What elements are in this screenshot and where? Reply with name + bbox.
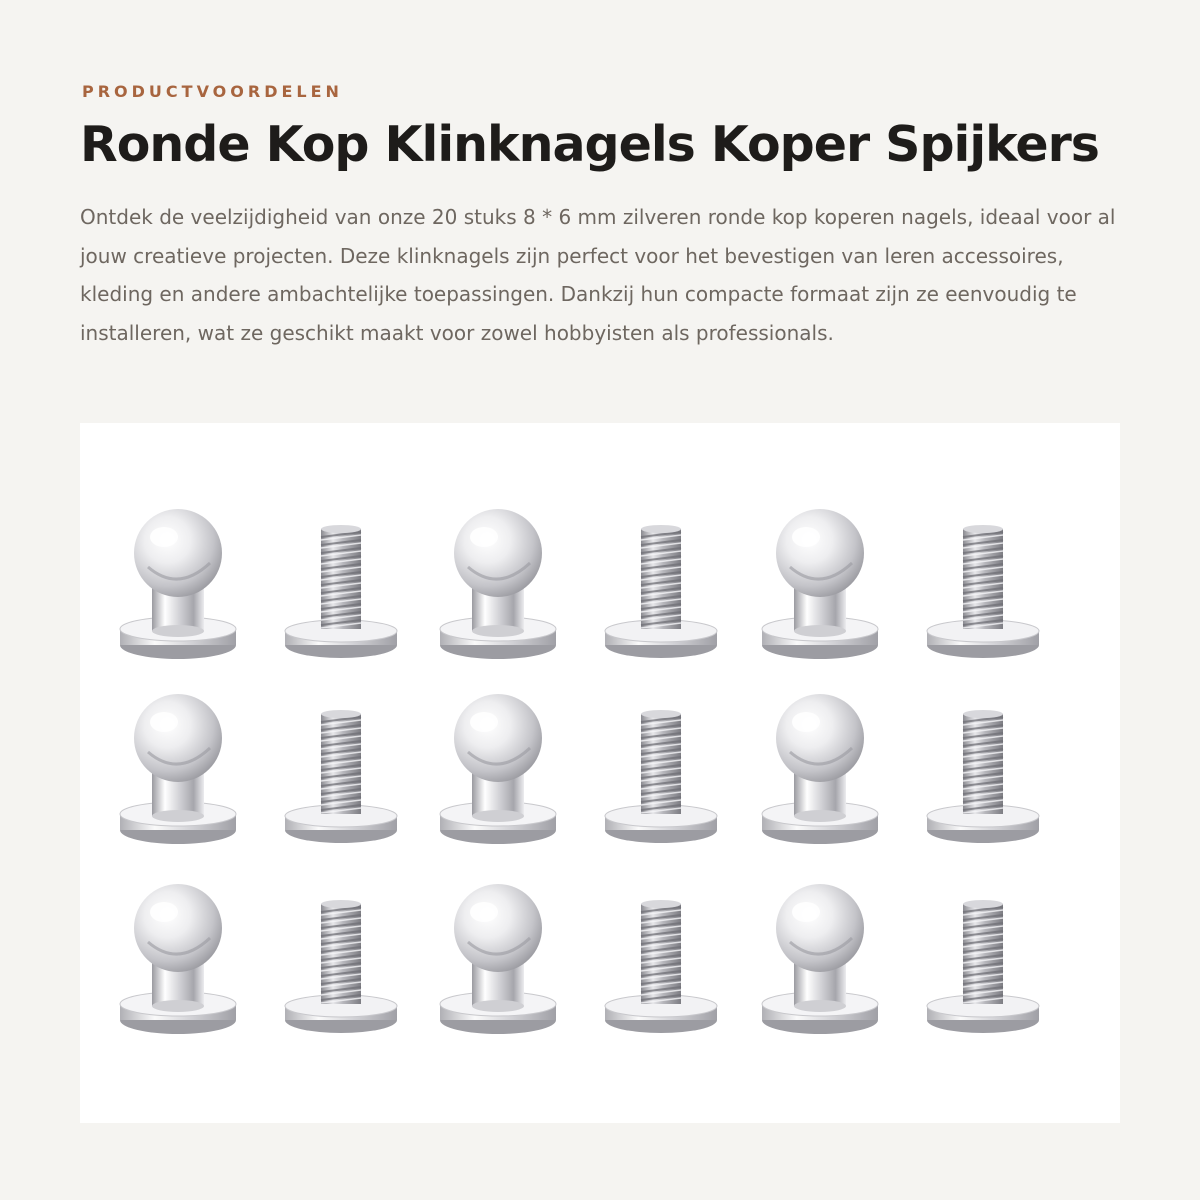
rivet-screw-2: [605, 525, 717, 658]
rivet-screw-5: [605, 710, 717, 843]
ball-rivet-5: [440, 694, 556, 844]
ball-rivet-1: [120, 509, 236, 659]
ball-rivet-7: [120, 884, 236, 1034]
rivet-screw-8: [605, 900, 717, 1033]
ball-rivet-2: [440, 509, 556, 659]
ball-rivet-9: [762, 884, 878, 1034]
rivet-screw-3: [927, 525, 1039, 658]
rivet-screw-9: [927, 900, 1039, 1033]
rivet-screw-6: [927, 710, 1039, 843]
rivet-photo-icon: [80, 423, 1120, 1123]
product-title: Ronde Kop Klinknagels Koper Spijkers: [80, 116, 1099, 173]
ball-rivet-4: [120, 694, 236, 844]
rivet-screw-1: [285, 525, 397, 658]
section-eyebrow: PRODUCTVOORDELEN: [82, 82, 343, 101]
ball-rivet-6: [762, 694, 878, 844]
rivet-screw-7: [285, 900, 397, 1033]
ball-rivet-8: [440, 884, 556, 1034]
product-description: Ontdek de veelzijdigheid van onze 20 stuks 8 * 6 mm zilveren ronde kop koperen nagels, ideaal voor al jouw creatieve projecten. Deze klinknagels zijn perfect voor het bevestigen van leren accessoires, kleding en andere ambachtelijke toepassingen. Dankzij hun compacte formaat zijn ze eenvoudig te installeren, wat ze geschikt maakt voor zowel hobbyisten als professionals.: [80, 205, 1116, 345]
product-image: [80, 423, 1120, 1123]
rivet-screw-4: [285, 710, 397, 843]
ball-rivet-3: [762, 509, 878, 659]
